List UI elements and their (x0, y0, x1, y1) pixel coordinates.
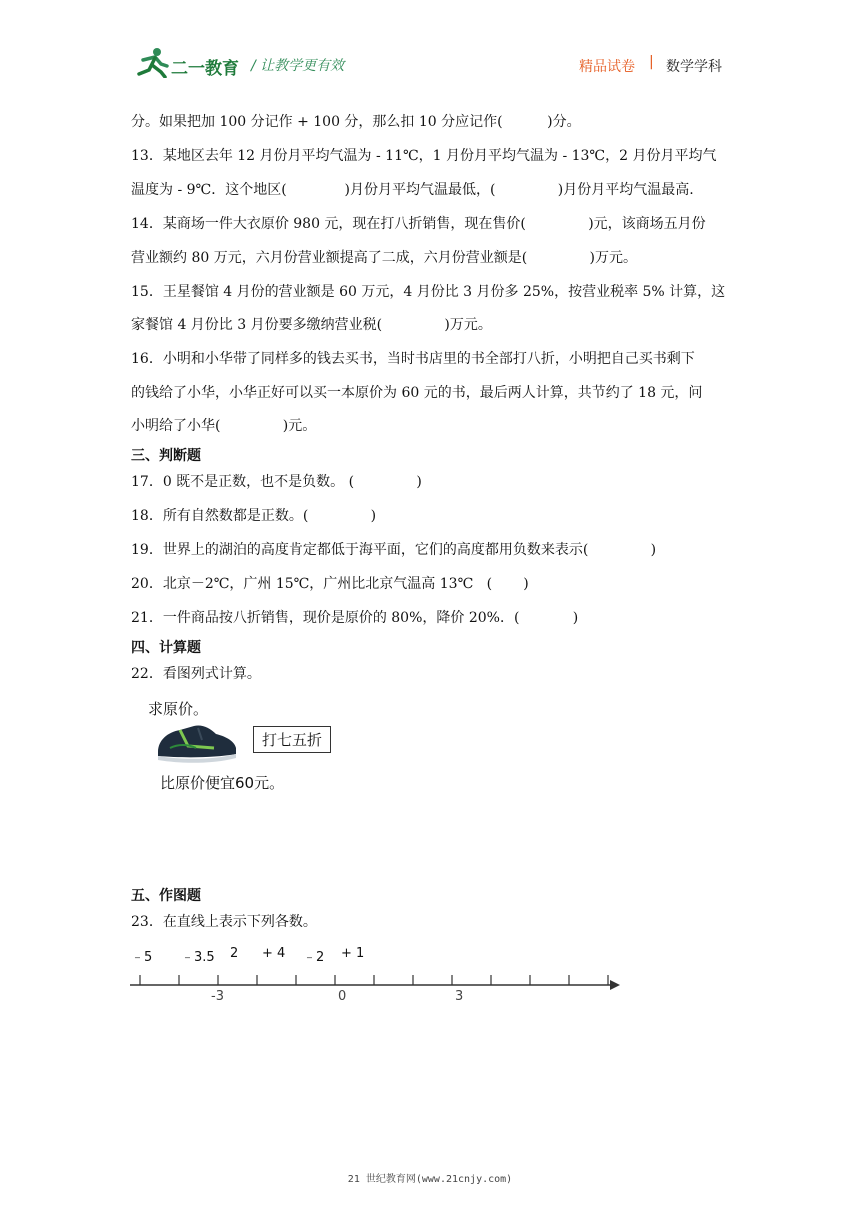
value-2: ﹣3.5 (181, 950, 215, 965)
question-16-line1: 16．小明和小华带了同样多的钱去买书，当时书店里的书全部打八折，小明把自己买书剩下 (131, 351, 695, 367)
question-22: 22．看图列式计算。 (131, 666, 261, 682)
logo-text: 二一教育 (171, 59, 239, 79)
question-17: 17．0 既不是正数，也不是负数。 ( ) (131, 474, 422, 490)
tick-label-3: 3 (455, 989, 464, 1004)
sneaker-icon (154, 718, 240, 764)
question-16-line2: 的钱给了小华，小华正好可以买一本原价为 60 元的书，最后两人计算，共节约了 18 元，问 (131, 385, 703, 401)
value-5: ﹣2 (303, 950, 325, 965)
question-18: 18．所有自然数都是正数。( ) (131, 508, 377, 524)
question-23: 23．在直线上表示下列各数。 (131, 914, 317, 930)
figure-bottom-text: 比原价便宜60元。 (160, 774, 285, 792)
question-14-line2: 营业额约 80 万元，六月份营业额提高了二成，六月份营业额是( )万元。 (131, 250, 637, 266)
question-14-line1: 14．某商场一件大衣原价 980 元，现在打八折销售，现在售价( )元，该商场五月份 (131, 216, 706, 232)
question-20: 20．北京－2℃，广州 15℃，广州比北京气温高 13℃ ( ) (131, 576, 529, 592)
tick-label-0: 0 (338, 989, 347, 1004)
question-21: 21．一件商品按八折销售，现价是原价的 80%，降价 20%．( ) (131, 610, 579, 626)
page-footer: 21 世纪教育网(www.21cnjy.com) (347, 1174, 513, 1185)
value-1: ﹣5 (131, 950, 153, 965)
value-6: + 1 (341, 946, 365, 961)
question-15-line1: 15．王星餐馆 4 月份的营业额是 60 万元，4 月份比 3 月份多 25%，按营业税率 5% 计算，这 (131, 284, 726, 300)
question-16-line3: 小明给了小华( )元。 (131, 418, 317, 434)
page-header (131, 44, 731, 84)
question-15-line2: 家餐馆 4 月份比 3 月份要多缴纳营业税( )万元。 (131, 317, 492, 333)
number-line-arrow (610, 980, 620, 990)
value-3: 2 (230, 946, 239, 961)
logo-runner-icon (135, 46, 171, 78)
question-13-line1: 13．某地区去年 12 月份月平均气温为 - 11℃，1 月份月平均气温为 - 13℃，2 月份月平均气 (131, 148, 717, 164)
tag-subject: 数学学科 (666, 59, 722, 75)
header-separator: | (649, 54, 654, 70)
tick-label-neg3: -3 (211, 989, 224, 1004)
question-13-line2: 温度为 - 9℃．这个地区( )月份月平均气温最低，( )月份月平均气温最高. (131, 182, 694, 198)
tag-premium: 精品试卷 (579, 59, 635, 75)
value-4: + 4 (262, 946, 286, 961)
figure-top-text: 求原价。 (148, 700, 209, 718)
section-judgement: 三、判断题 (131, 448, 201, 464)
text-line: 分。如果把加 100 分记作 + 100 分，那么扣 10 分应记作( )分。 (131, 114, 581, 130)
number-line (126, 972, 626, 992)
section-calculation: 四、计算题 (131, 640, 201, 656)
question-19: 19．世界上的湖泊的高度肯定都低于海平面，它们的高度都用负数来表示( ) (131, 542, 657, 558)
section-drawing: 五、作图题 (131, 888, 201, 904)
discount-box: 打七五折 (253, 726, 331, 753)
slogan: / 让教学更有效 (251, 58, 345, 74)
